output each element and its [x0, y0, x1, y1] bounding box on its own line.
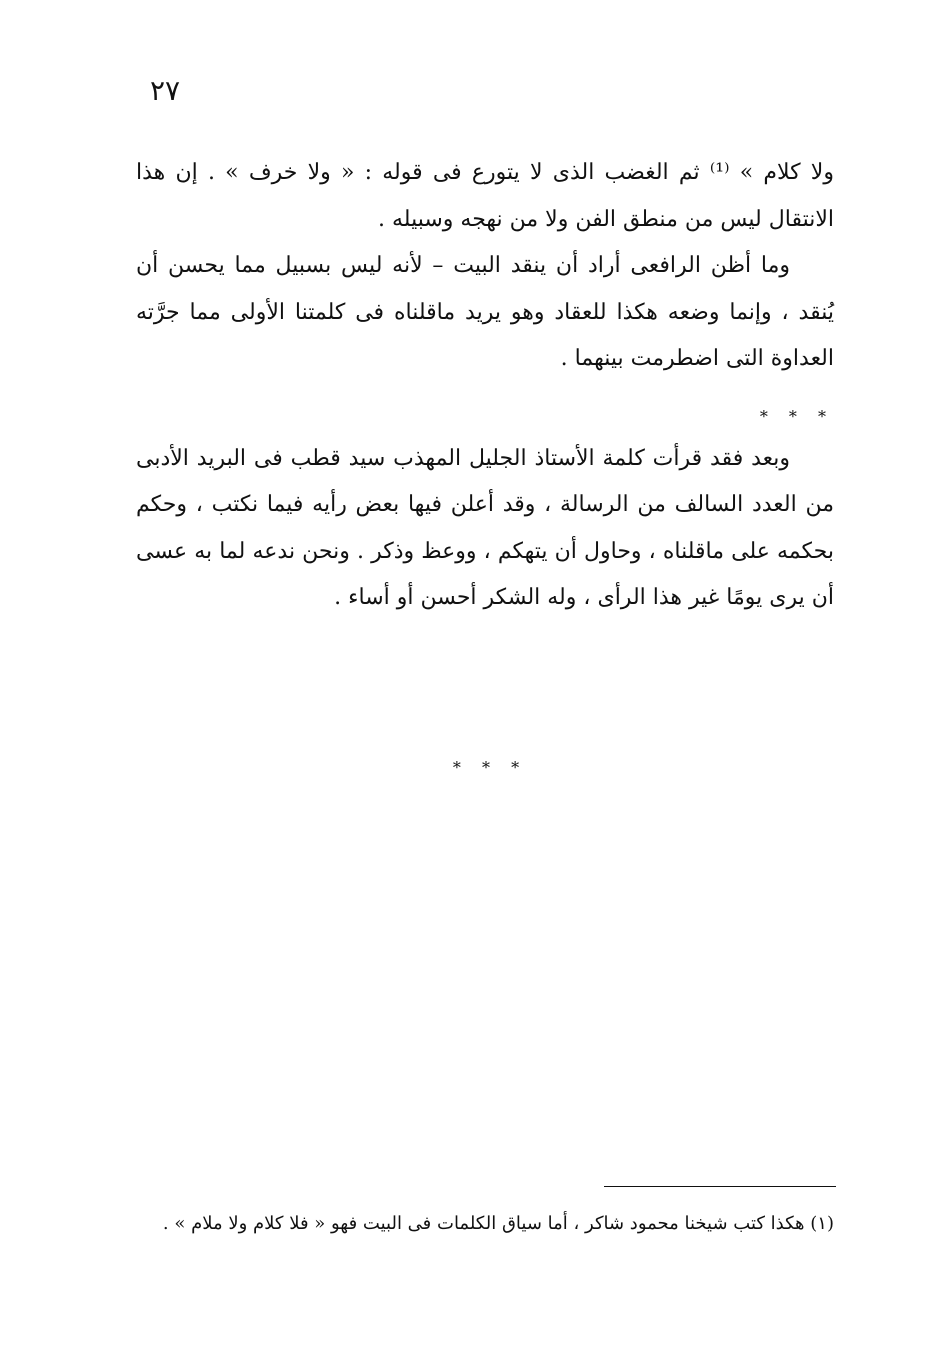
- main-text: [136, 150, 834, 622]
- section-separator: * * *: [759, 406, 834, 426]
- paragraph-sayyid-qutb: وبعد فقد قرأت كلمة الأستاذ الجليل المهذب سيد قطب فى البريد الأدبى من العدد السالف من الرسالة ، وقد أعلن فيها بعض رأيه فيما نكتب ، وحكم بحكمه على ماقلناه ، وحاول أن يتهكم ، ووعظ وذكر . ونحن ندعه لما به عسى أن يرى يومًا غير هذا الرأى ، وله الشكر أحسن أو أساء .: [136, 445, 834, 610]
- end-separator: * * *: [452, 758, 528, 777]
- paragraph-rafii: وما أظن الرافعى أراد أن ينقد البيت – لأنه ليس بسبيل مما يحسن أن يُنقد ، وإنما وضعه هكذا للعقاد وهو يريد ماقلناه فى كلمتنا الأولى مما جرَّته العداوة التى اضطرمت بينهما .: [136, 253, 834, 371]
- paragraph-continuation: ولا كلام » ⁽¹⁾ ثم الغضب الذى لا يتورع فى قوله : « ولا خرف » . إن هذا الانتقال ليس من منطق الفن ولا من نهجه وسبيله .: [136, 160, 834, 232]
- footnote-divider: [604, 1186, 836, 1187]
- footnote: (١) هكذا كتب شيخنا محمود شاكر ، أما سياق الكلمات فى البيت فهو « فلا كلام ولا ملام » .: [162, 1213, 834, 1234]
- page-number: ٢٧: [150, 74, 181, 107]
